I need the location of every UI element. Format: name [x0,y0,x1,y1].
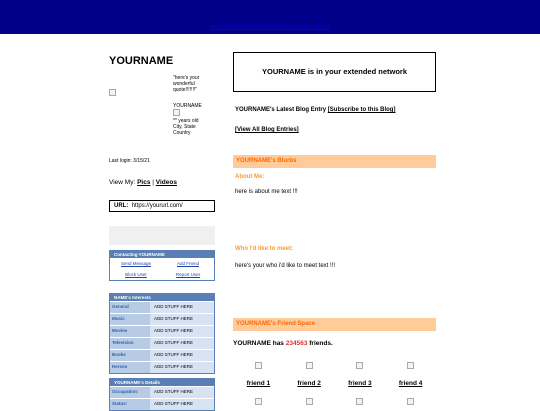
about-me-text: here is about me text !!! [235,189,298,195]
friend-link[interactable]: friend 1 [246,380,271,387]
online-icon [173,109,180,116]
friend-count-prefix: YOURNAME has [233,340,284,347]
block-user-link[interactable]: Block User [125,272,147,277]
friend-image-icon[interactable] [255,398,262,405]
profile-info [173,103,217,136]
details-box [109,378,215,411]
blurbs-header: YOURNAME's Blurbs [233,155,436,168]
send-message-link[interactable]: Send Message [120,261,152,266]
interest-key: General [110,302,150,313]
subscribe-link[interactable]: [Subscribe to this Blog] [327,107,396,113]
friend-count: 234563 [285,340,308,347]
friend-link[interactable]: friend 3 [348,380,372,387]
interest-value: ADD STUFF HERE [150,302,214,313]
detail-key: Occupation: [110,387,150,398]
contact-row [110,269,214,280]
table-row [110,349,214,361]
interests-title: NAME's Interests [110,294,214,301]
table-row [110,313,214,325]
friend-image-icon[interactable] [356,362,363,369]
detail-key: Status: [110,399,150,410]
interest-value: ADD STUFF HERE [150,350,214,361]
view-my [109,179,177,186]
table-row [110,398,214,410]
profile-age: ** years old [173,118,199,124]
url-label: URL: [114,203,129,209]
friend-image-icon[interactable] [306,362,313,369]
interest-key: Heroes [110,362,150,373]
interest-value: ADD STUFF HERE [150,338,214,349]
table-row [110,386,214,398]
table-row [110,337,214,349]
add-friend-link[interactable]: Add Friend [176,261,199,266]
top-link[interactable]: create a myspace layout like this! user guide | layouts [210,24,330,30]
friend-item [348,362,371,405]
contact-title: Contacting YOURNAME [110,251,214,258]
friend-image-icon[interactable] [255,362,262,369]
profile-country: Country [173,130,191,136]
view-all-link[interactable]: [View All Blog Entries] [235,127,299,133]
friend-image-icon[interactable] [306,398,313,405]
friend-item [399,362,422,405]
url-box [109,200,215,212]
interest-value: ADD STUFF HERE [150,362,214,373]
contact-box [109,250,215,281]
meet-label: Who I'd like to meet: [235,246,294,252]
detail-value: ADD STUFF HERE [150,399,214,410]
separator: | [152,179,154,186]
friend-link[interactable]: friend 2 [297,380,321,387]
interests-box [109,293,215,374]
latest-blog-label: YOURNAME's Latest Blog Entry [235,107,327,113]
about-me-label: About Me: [235,174,265,180]
videos-link[interactable]: Videos [155,179,177,186]
interest-key: Books [110,350,150,361]
friend-link[interactable]: friend 4 [398,380,423,387]
url-value[interactable]: https://yoururl.com/ [131,203,183,209]
interest-key: Movies [110,326,150,337]
grey-box [109,226,215,245]
profile-picture[interactable] [109,83,116,101]
friend-image-icon[interactable] [407,398,414,405]
interest-value: ADD STUFF HERE [150,314,214,325]
view-all-blogs [235,127,299,133]
table-row [110,301,214,313]
broken-image-icon [109,89,116,96]
friend-item [297,362,320,405]
extended-network-box: YOURNAME is in your extended network [233,52,436,92]
detail-value: ADD STUFF HERE [150,387,214,398]
interest-key: Music [110,314,150,325]
pics-link[interactable]: Pics [137,179,151,186]
table-row [110,361,214,373]
profile-quote: "here's your wonderful quote!!!!!!!" [173,75,200,93]
friends-list [233,362,436,405]
report-user-link[interactable]: Report User [175,272,201,277]
interest-key: Television [110,338,150,349]
profile-city: City, State [173,124,196,130]
friend-space-header: YOURNAME's Friend Space [233,318,436,331]
profile-username: YOURNAME [173,103,202,109]
last-login: Last login: 3/15/21 [109,158,150,164]
details-title: YOURNAME's Details [110,379,214,386]
latest-blog [235,107,395,113]
meet-text: here's your who i'd like to meet text !!! [235,263,336,269]
interest-value: ADD STUFF HERE [150,326,214,337]
contact-row [110,258,214,269]
friend-count-suffix: friends. [309,340,333,347]
table-row [110,325,214,337]
view-my-label: View My: [109,179,136,186]
profile-name: YOURNAME [109,55,174,67]
friend-count-line [233,340,333,347]
friend-image-icon[interactable] [407,362,414,369]
friend-item [247,362,270,405]
friend-image-icon[interactable] [356,398,363,405]
